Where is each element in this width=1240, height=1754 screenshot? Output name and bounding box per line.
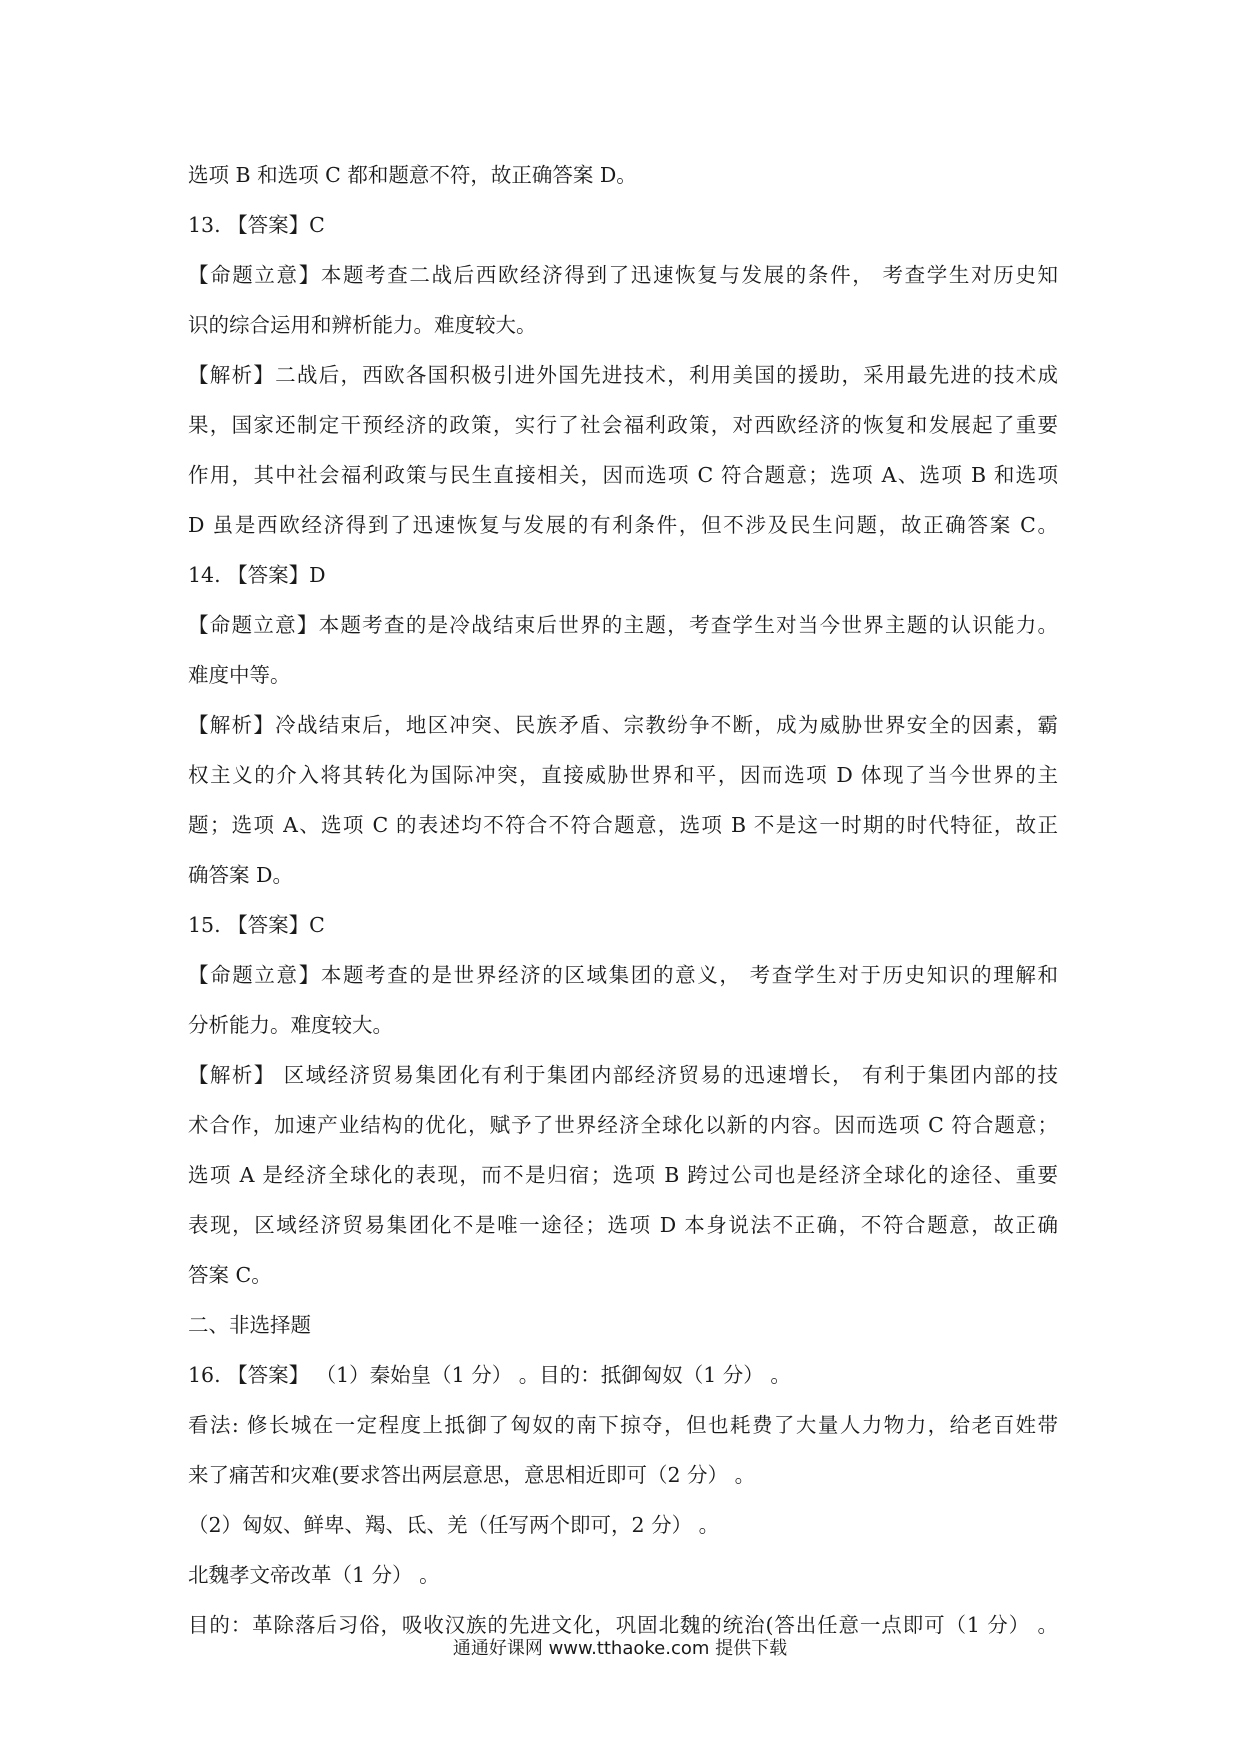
- text-line: 果，国家还制定干预经济的政策，实行了社会福利政策，对西欧经济的恢复和发展起了重要: [188, 413, 1058, 437]
- text-line: 确答案 D。: [188, 863, 293, 887]
- text-line: 16. 【答案】 （1）秦始皇（1 分） 。目的：抵御匈奴（1 分） 。: [188, 1363, 791, 1387]
- text-line: 术合作，加速产业结构的优化，赋予了世界经济全球化以新的内容。因而选项 C 符合题意；: [188, 1113, 1058, 1137]
- text-line: 二、非选择题: [188, 1313, 311, 1337]
- text-line: 识的综合运用和辨析能力。难度较大。: [188, 313, 537, 337]
- text-line: 【解析】二战后，西欧各国积极引进外国先进技术，利用美国的援助，采用最先进的技术成: [188, 363, 1058, 387]
- text-line: 看法: 修长城在一定程度上抵御了匈奴的南下掠夺，但也耗费了大量人力物力，给老百姓带: [188, 1413, 1058, 1437]
- text-line: 选项 A 是经济全球化的表现，而不是归宿；选项 B 跨过公司也是经济全球化的途径、重要: [188, 1163, 1058, 1187]
- text-line: 分析能力。难度较大。: [188, 1013, 393, 1037]
- text-line: 答案 C。: [188, 1263, 272, 1287]
- document-body: [188, 150, 1058, 1650]
- text-line: 难度中等。: [188, 663, 291, 687]
- text-line: 表现，区域经济贸易集团化不是唯一途径；选项 D 本身说法不正确，不符合题意，故正确: [188, 1213, 1058, 1237]
- text-line: （2）匈奴、鲜卑、羯、氐、羌（任写两个即可，2 分） 。: [188, 1513, 720, 1537]
- text-line: 权主义的介入将其转化为国际冲突，直接威胁世界和平，因而选项 D 体现了当今世界的主: [188, 763, 1058, 787]
- text-line: 15. 【答案】C: [188, 913, 325, 937]
- text-line: 【命题立意】本题考查二战后西欧经济得到了迅速恢复与发展的条件， 考查学生对历史知: [188, 263, 1058, 287]
- text-line: 【解析】 区域经济贸易集团化有利于集团内部经济贸易的迅速增长， 有利于集团内部的技: [188, 1063, 1058, 1087]
- text-line: 题；选项 A、选项 C 的表述均不符合不符合题意，选项 B 不是这一时期的时代特征，故正: [188, 813, 1058, 837]
- text-line: 【命题立意】本题考查的是世界经济的区域集团的意义， 考查学生对于历史知识的理解和: [188, 963, 1058, 987]
- text-line: 13. 【答案】C: [188, 213, 325, 237]
- text-line: 作用，其中社会福利政策与民生直接相关，因而选项 C 符合题意；选项 A、选项 B 和选项: [188, 463, 1058, 487]
- page-footer: 通通好课网 www.tthaoke.com 提供下载: [452, 1638, 788, 1659]
- text-line: 目的：革除落后习俗，吸收汉族的先进文化，巩固北魏的统治(答出任意一点即可（1 分） 。: [188, 1613, 1058, 1637]
- text-line: 14. 【答案】D: [188, 563, 326, 587]
- text-line: D 虽是西欧经济得到了迅速恢复与发展的有利条件，但不涉及民生问题，故正确答案 C。: [188, 513, 1058, 537]
- text-line: 来了痛苦和灾难(要求答出两层意思，意思相近即可（2 分） 。: [188, 1463, 756, 1487]
- text-line: 北魏孝文帝改革（1 分） 。: [188, 1563, 440, 1587]
- text-line: 选项 B 和选项 C 都和题意不符，故正确答案 D。: [188, 163, 637, 187]
- text-line: 【命题立意】本题考查的是冷战结束后世界的主题，考查学生对当今世界主题的认识能力。: [188, 613, 1058, 637]
- text-line: 【解析】冷战结束后，地区冲突、民族矛盾、宗教纷争不断，成为威胁世界安全的因素，霸: [188, 713, 1058, 737]
